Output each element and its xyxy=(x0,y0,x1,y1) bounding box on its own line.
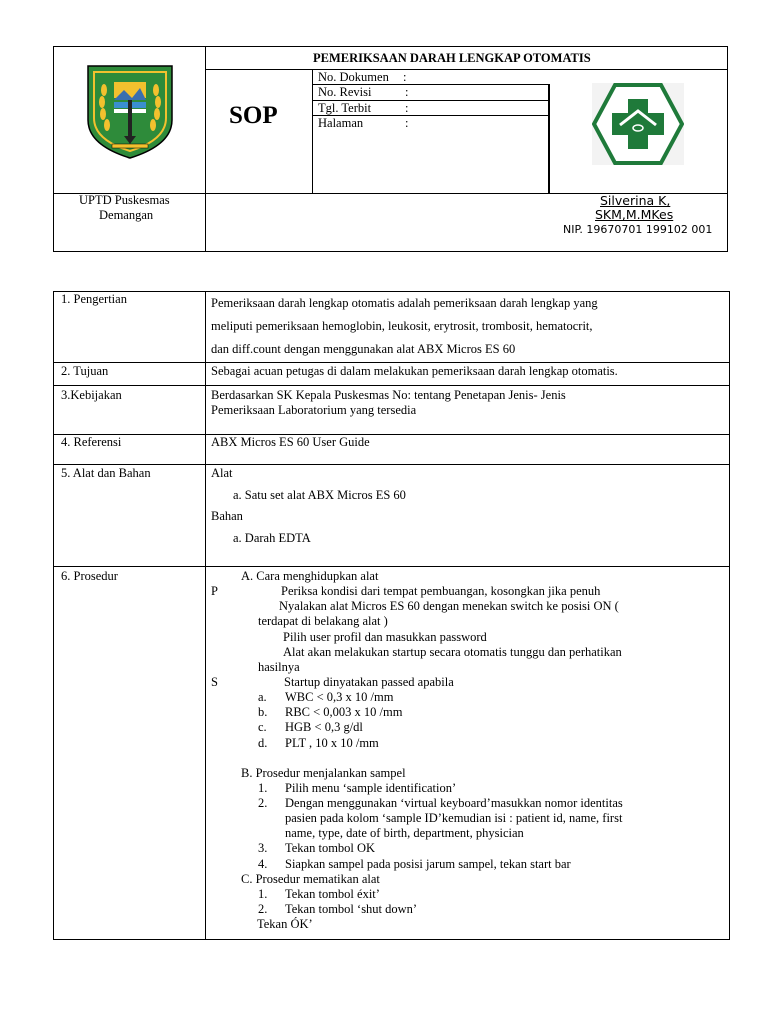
label-pengertian: 1. Pengertian xyxy=(61,292,127,306)
list-item: Tekan tombol éxit’ xyxy=(285,887,380,901)
list-mark: 3. xyxy=(258,841,268,855)
document-title: PEMERIKSAAN DARAH LENGKAP OTOMATIS xyxy=(313,51,591,65)
list-item: Dengan menggunakan ‘virtual keyboard’masukkan nomor identitas xyxy=(285,796,623,810)
list-item-cont: pasien pada kolom ‘sample ID’kemudian isi : patient id, name, first xyxy=(285,811,623,825)
criteria-text: HGB < 0,3 g/dl xyxy=(285,720,363,734)
list-mark: 2. xyxy=(258,902,268,916)
meta-colon: : xyxy=(405,85,409,99)
list-item: Tekan tombol OK xyxy=(285,841,376,855)
bahan-item: a. Darah EDTA xyxy=(233,531,311,545)
criteria-mark: d. xyxy=(258,736,268,750)
list-item: Tekan ÓK’ xyxy=(257,917,313,931)
kebijakan-line-2: Pemeriksaan Laboratorium yang tersedia xyxy=(211,403,417,417)
meta-label-terbit: Tgl. Terbit xyxy=(318,101,372,115)
criteria-mark: a. xyxy=(258,690,267,704)
pengertian-line-2: meliputi pemeriksaan hemoglobin, leukosit, erytrosit, trombosit, hematocrit, xyxy=(211,319,593,333)
side-marker-s: S xyxy=(211,675,218,689)
prosedur-a-step-2: Nyalakan alat Micros ES 60 dengan menekan switch ke posisi ON ( xyxy=(279,599,619,613)
label-tujuan: 2. Tujuan xyxy=(61,364,109,378)
pengertian-line-3: dan diff.count dengan menggunakan alat ABX Micros ES 60 xyxy=(211,342,516,356)
bahan-heading: Bahan xyxy=(211,509,243,523)
label-kebijakan: 3.Kebijakan xyxy=(61,388,122,402)
list-mark: 2. xyxy=(258,796,268,810)
prosedur-a-step-1: Periksa kondisi dari tempat pembuangan, kosongkan jika penuh xyxy=(281,584,601,598)
meta-label-dokumen: No. Dokumen xyxy=(318,70,389,84)
meta-colon: : xyxy=(405,101,409,115)
prosedur-a-step-5: Startup dinyatakan passed apabila xyxy=(284,675,454,689)
org-name-line2: Demangan xyxy=(99,208,154,222)
list-item: Siapkan sampel pada posisi jarum sampel, tekan start bar xyxy=(285,857,571,871)
prosedur-a-step-3: Pilih user profil dan masukkan password xyxy=(283,630,487,644)
pengertian-line-1: Pemeriksaan darah lengkap otomatis adalah pemeriksaan darah lengkap yang xyxy=(211,296,598,310)
list-item-cont: name, type, date of birth, department, physician xyxy=(285,826,524,840)
prosedur-a-heading: A. Cara menghidupkan alat xyxy=(241,569,379,583)
prosedur-c-heading: C. Prosedur mematikan alat xyxy=(241,872,380,886)
label-prosedur: 6. Prosedur xyxy=(61,569,118,583)
prosedur-a-step-2b: terdapat di belakang alat ) xyxy=(258,614,388,628)
referensi-text: ABX Micros ES 60 User Guide xyxy=(211,435,370,449)
prosedur-b-heading: B. Prosedur menjalankan sampel xyxy=(241,766,406,780)
signer-name-line1: Silverina K, xyxy=(600,193,671,208)
list-mark: 4. xyxy=(258,857,268,871)
org-name-line1: UPTD Puskesmas xyxy=(79,193,170,207)
kabupaten-emblem-logo xyxy=(84,60,176,160)
meta-colon: : xyxy=(403,70,407,84)
alat-heading: Alat xyxy=(211,466,233,480)
alat-item: a. Satu set alat ABX Micros ES 60 xyxy=(233,488,406,502)
sop-label: SOP xyxy=(229,102,278,129)
side-marker-p: P xyxy=(211,584,218,598)
tujuan-text: Sebagai acuan petugas di dalam melakukan pemeriksaan darah lengkap otomatis. xyxy=(211,364,618,378)
criteria-mark: c. xyxy=(258,720,267,734)
kebijakan-line-1: Berdasarkan SK Kepala Puskesmas No: tentang Penetapan Jenis- Jenis xyxy=(211,388,566,402)
prosedur-a-step-4b: hasilnya xyxy=(258,660,300,674)
list-mark: 1. xyxy=(258,781,268,795)
prosedur-a-step-4: Alat akan melakukan startup secara otomatis tunggu dan perhatikan xyxy=(283,645,622,659)
signer-name-line2: SKM,M.MKes xyxy=(595,207,674,222)
signer-nip: NIP. 19670701 199102 001 xyxy=(563,223,713,236)
criteria-text: RBC < 0,003 x 10 /mm xyxy=(285,705,403,719)
criteria-text: WBC < 0,3 x 10 /mm xyxy=(285,690,394,704)
meta-colon: : xyxy=(405,116,409,130)
list-mark: 1. xyxy=(258,887,268,901)
meta-label-halaman: Halaman xyxy=(318,116,364,130)
list-item: Tekan tombol ‘shut down’ xyxy=(285,902,418,916)
label-referensi: 4. Referensi xyxy=(61,435,122,449)
criteria-text: PLT , 10 x 10 /mm xyxy=(285,736,379,750)
puskesmas-cross-logo xyxy=(592,83,684,165)
list-item: Pilih menu ‘sample identification’ xyxy=(285,781,457,795)
criteria-mark: b. xyxy=(258,705,268,719)
meta-label-revisi: No. Revisi xyxy=(318,85,372,99)
label-alat-bahan: 5. Alat dan Bahan xyxy=(61,466,151,480)
